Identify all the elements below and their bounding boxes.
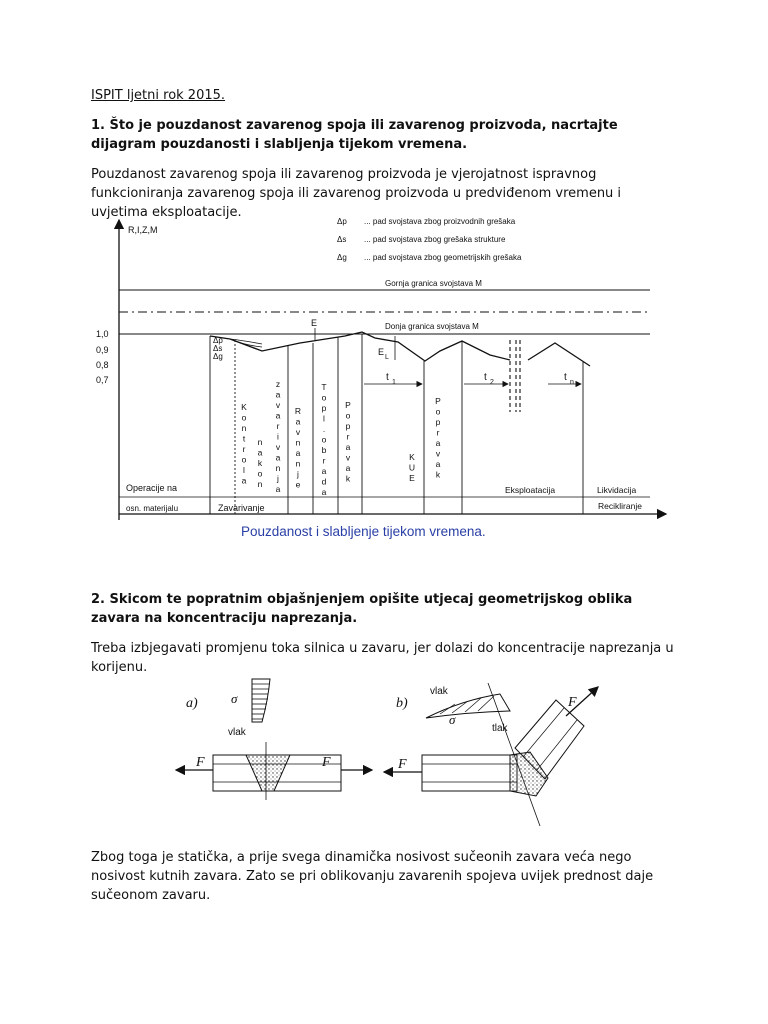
EL-label: E: [378, 347, 385, 357]
vlabel-kue: K U E: [408, 452, 416, 483]
t1-label: t: [386, 372, 389, 383]
vlabel-topl: T o p l . o b r a d a: [321, 382, 327, 497]
answer-2: Treba izbjegavati promjenu toka silnica u zavaru, jer dolazi do koncentracije naprezanja u korijenu.: [91, 641, 674, 675]
legend-sym-p: Δp: [337, 217, 347, 226]
tlak-b: tlak: [492, 723, 508, 734]
vlabel-popravak-1: P o p r a v a k: [345, 400, 351, 484]
tn-sub: n: [570, 379, 574, 386]
exam-header: ISPIT ljetni rok 2015.: [91, 88, 226, 103]
label-a: a): [186, 696, 198, 711]
phase-eksploatacija: Eksploatacija: [505, 485, 556, 495]
sketch-a-butt-weld: [176, 679, 372, 800]
tick-1-0: 1,0: [96, 329, 109, 339]
vlak-b: vlak: [430, 686, 448, 697]
lower-limit-label: Donja granica svojstava M: [385, 322, 479, 331]
t2-label: t: [484, 372, 487, 383]
question-2: 2. Skicom te popratnim objašnjenjem opišite utjecaj geometrijskog oblika zavara na koncentraciju naprezanja.: [91, 592, 633, 626]
label-b: b): [396, 696, 408, 711]
phase-recikliranje: Recikliranje: [598, 501, 642, 511]
vlabel-nakon: n a k o n: [257, 437, 263, 489]
vlabel-ravnanje: R a v n a n j e: [294, 406, 302, 490]
delta-g: Δg: [213, 352, 223, 361]
answer-1: Pouzdanost zavarenog spoja ili zavarenog proizvoda je vjerojatnost ispravnog funkcioniranja zavarenog spoja ili zavarenog proizvoda u predviđenom vremenu i uvjetima eksploatacije.: [91, 167, 622, 220]
E-label: E: [311, 318, 318, 328]
conclusion: Zbog toga je statička, a prije svega dinamička nosivost sučeonih zavara veća nego nosivost kutnih zavara. Zato se pri oblikovanju zavarenih spojeva uvijek prednost daje sučeonom zavaru.: [91, 850, 654, 903]
vlabel-popravak-2: P o p r a v a k: [435, 396, 441, 480]
tick-0-7: 0,7: [96, 375, 109, 385]
delta-p: Δp: [213, 336, 223, 345]
vlak-a: vlak: [228, 727, 246, 738]
force-b-right: F: [568, 695, 577, 710]
sigma-b: σ: [449, 712, 456, 727]
vlabel-kontrola: K o n t r o l a: [241, 402, 247, 486]
legend-text-s: ... pad svojstava zbog grešaka strukture: [364, 235, 506, 244]
sketch-b-fillet-weld: [384, 683, 598, 826]
legend-text-g: ... pad svojstava zbog geometrijskih grešaka: [364, 253, 522, 262]
EL-subscript: L: [385, 354, 389, 361]
force-a-right: F: [322, 755, 331, 770]
phase-likvidacija: Likvidacija: [597, 485, 637, 495]
force-a-left: F: [196, 755, 205, 770]
legend-text-p: ... pad svojstava zbog proizvodnih grešaka: [364, 217, 516, 226]
phase-operacije: Operacije na: [126, 483, 178, 493]
tick-0-9: 0,9: [96, 345, 109, 355]
t1-sub: 1: [392, 379, 396, 386]
sigma-a: σ: [231, 691, 238, 706]
tn-label: t: [564, 372, 567, 383]
t2-sub: 2: [490, 379, 494, 386]
force-b-left: F: [398, 757, 407, 772]
legend-sym-g: Δg: [337, 253, 347, 262]
figure1-caption: Pouzdanost i slabljenje tijekom vremena.: [241, 524, 486, 539]
phase-zavarivanje: Zavarivanje: [218, 503, 265, 513]
upper-limit-label: Gornja granica svojstava M: [385, 279, 482, 288]
question-1: 1. Što je pouzdanost zavarenog spoja ili zavarenog proizvoda, nacrtajte dijagram pouzdanosti i slabljenja tijekom vremena.: [91, 118, 618, 152]
tick-0-8: 0,8: [96, 360, 109, 370]
phase-materijal: osn. materijalu: [126, 504, 179, 513]
vlabel-zavarivanja: z a v a r i v a n j a: [275, 379, 281, 494]
delta-s: Δs: [213, 344, 223, 353]
legend-sym-s: Δs: [337, 235, 347, 244]
y-axis-label: R,I,Z,M: [128, 225, 158, 235]
